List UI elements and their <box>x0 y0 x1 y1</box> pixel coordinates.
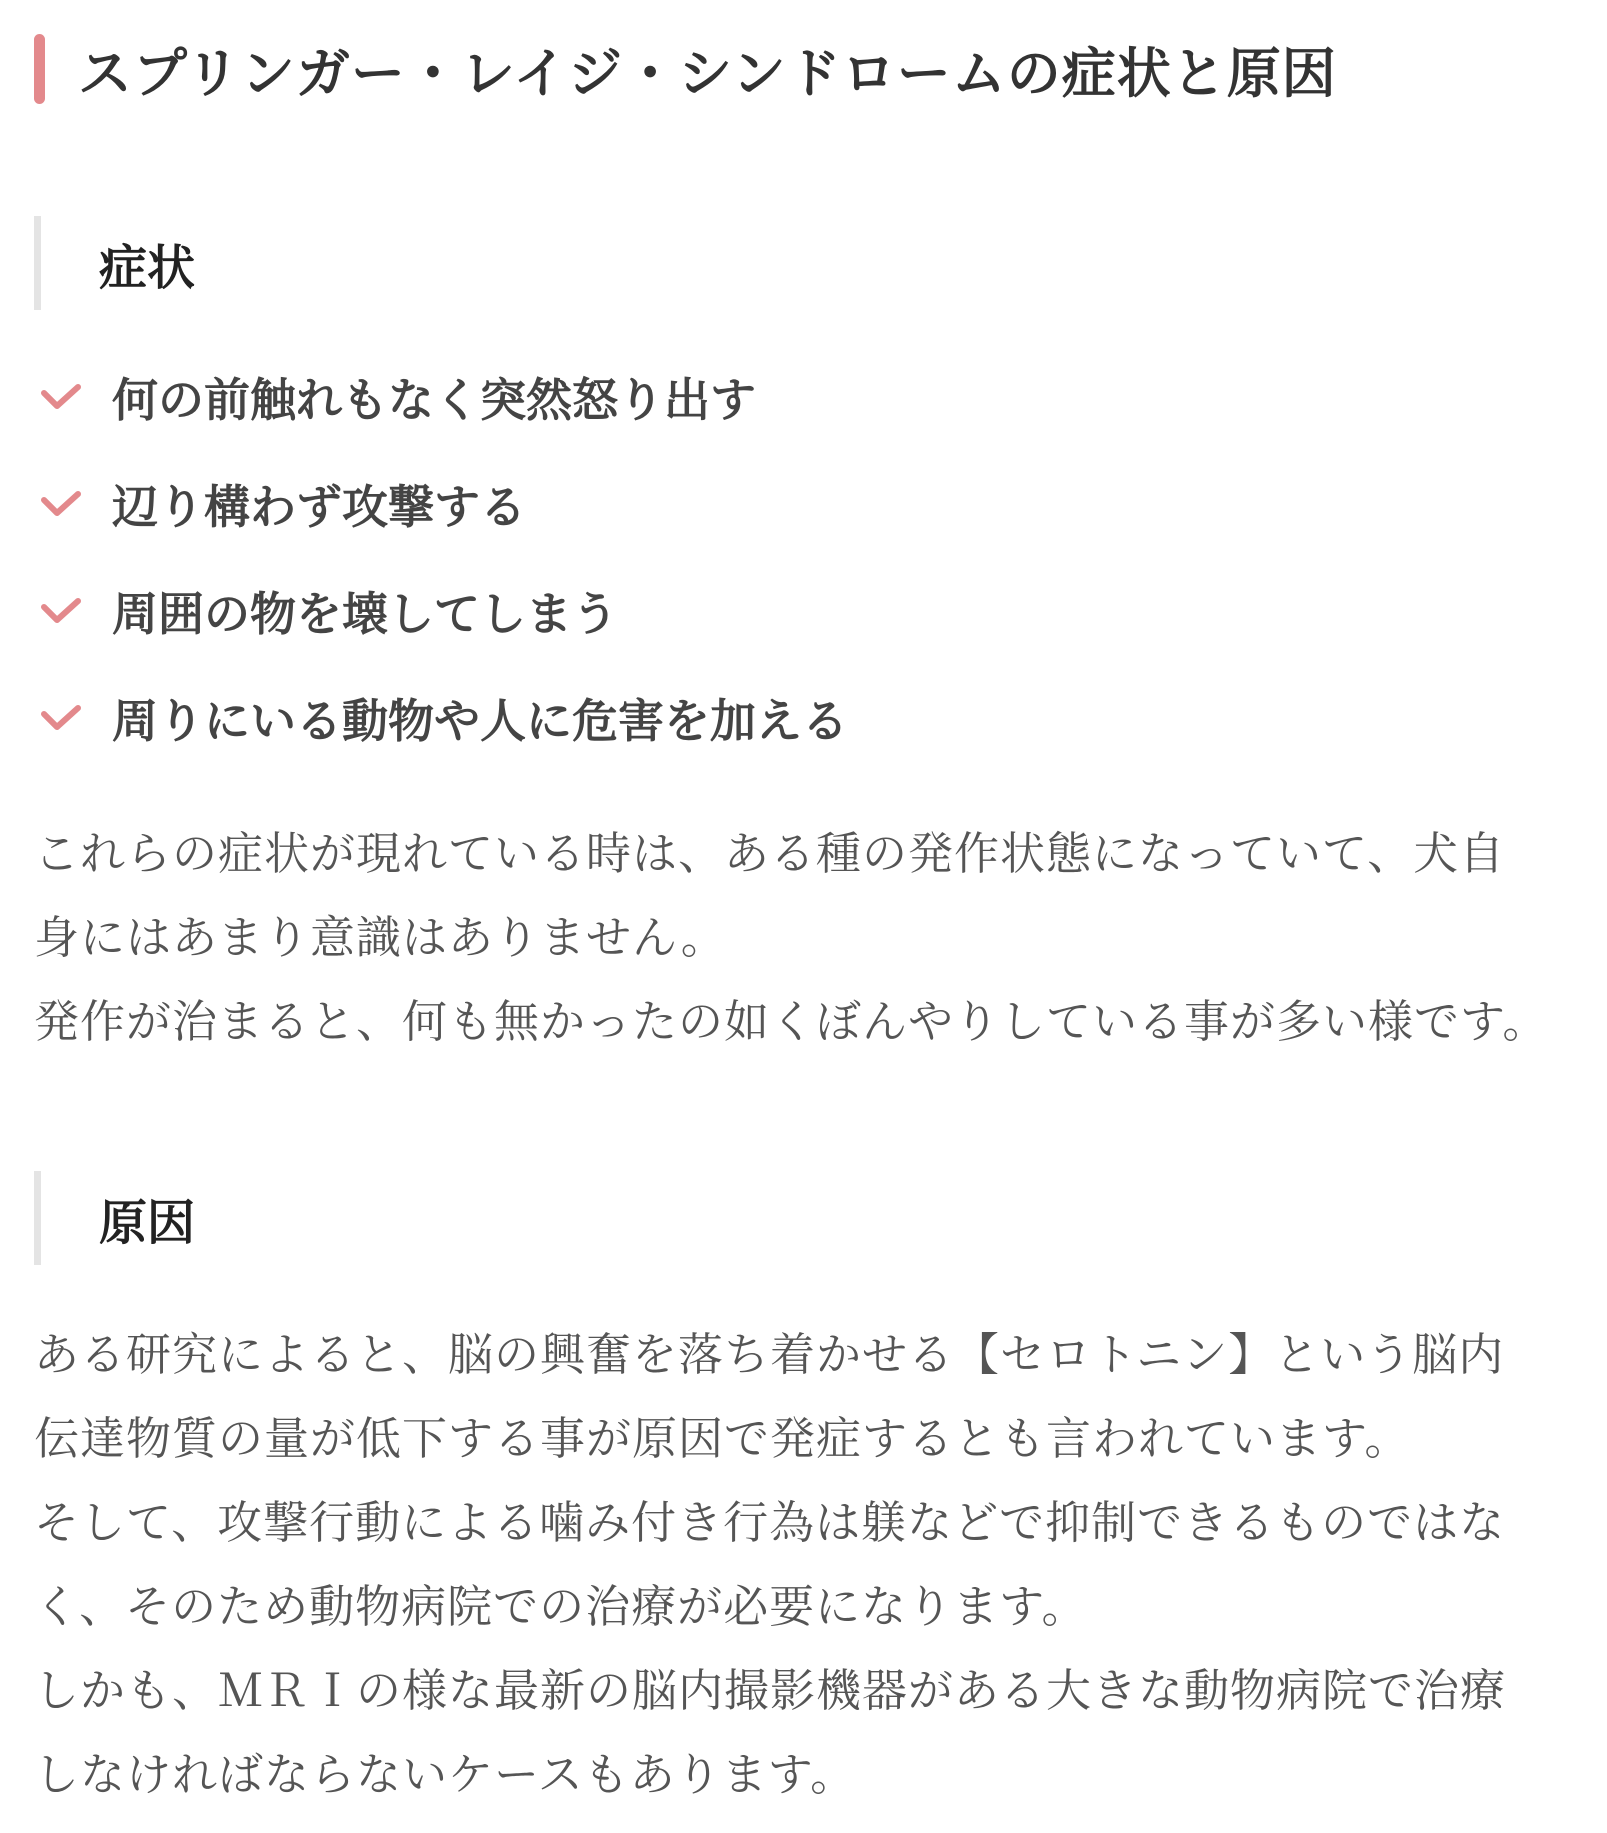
list-item <box>40 574 848 681</box>
paragraph-line: 発作が治まると、何も無かったの如くぼんやりしている事が多い様です。 <box>34 995 1549 1048</box>
list-item-text: 何の前触れもなく突然怒り出す <box>112 373 756 427</box>
list-item <box>40 681 848 788</box>
paragraph-line: しかも、ＭＲＩの様な最新の脳内撮影機器がある大きな動物病院で治療 <box>34 1664 1507 1717</box>
subheading-bar <box>34 1171 41 1265</box>
subheading-causes <box>34 1171 195 1265</box>
symptom-checklist <box>40 360 848 788</box>
paragraph-line: そして、攻撃行動による噛み付き行為は躾などで抑制できるものではな <box>34 1496 1506 1549</box>
list-item-text: 周りにいる動物や人に危害を加える <box>112 694 848 748</box>
page-title: スプリンガー・レイジ・シンドロームの症状と原因 <box>78 41 1337 105</box>
checkmark-icon <box>40 489 82 519</box>
subheading-title: 原因 <box>99 1194 196 1251</box>
list-item <box>40 360 848 467</box>
causes-paragraph <box>34 1313 1506 1817</box>
heading-accent-bar <box>34 34 45 104</box>
subheading-bar <box>34 216 41 310</box>
checkmark-icon <box>40 596 82 626</box>
list-item <box>40 467 848 574</box>
list-item-text: 辺り構わず攻撃する <box>112 480 526 534</box>
list-item-text: 周囲の物を壊してしまう <box>112 587 618 641</box>
checkmark-icon <box>40 703 82 733</box>
symptoms-paragraph <box>34 812 1548 1064</box>
paragraph-line: く、そのため動物病院での治療が必要になります。 <box>34 1580 1088 1633</box>
section-heading <box>34 34 1337 104</box>
subheading-symptoms <box>34 216 195 310</box>
paragraph-line: 伝達物質の量が低下する事が原因で発症するとも言われています。 <box>34 1412 1411 1465</box>
paragraph-line: これらの症状が現れている時は、ある種の発作状態になっていて、犬自 <box>34 827 1506 880</box>
checkmark-icon <box>40 382 82 412</box>
subheading-title: 症状 <box>99 239 196 296</box>
paragraph-line: 身にはあまり意識はありません。 <box>34 911 727 964</box>
paragraph-line: ある研究によると、脳の興奮を落ち着かせる【セロトニン】という脳内 <box>34 1328 1505 1381</box>
paragraph-line: しなければならないケースもあります。 <box>34 1748 857 1801</box>
